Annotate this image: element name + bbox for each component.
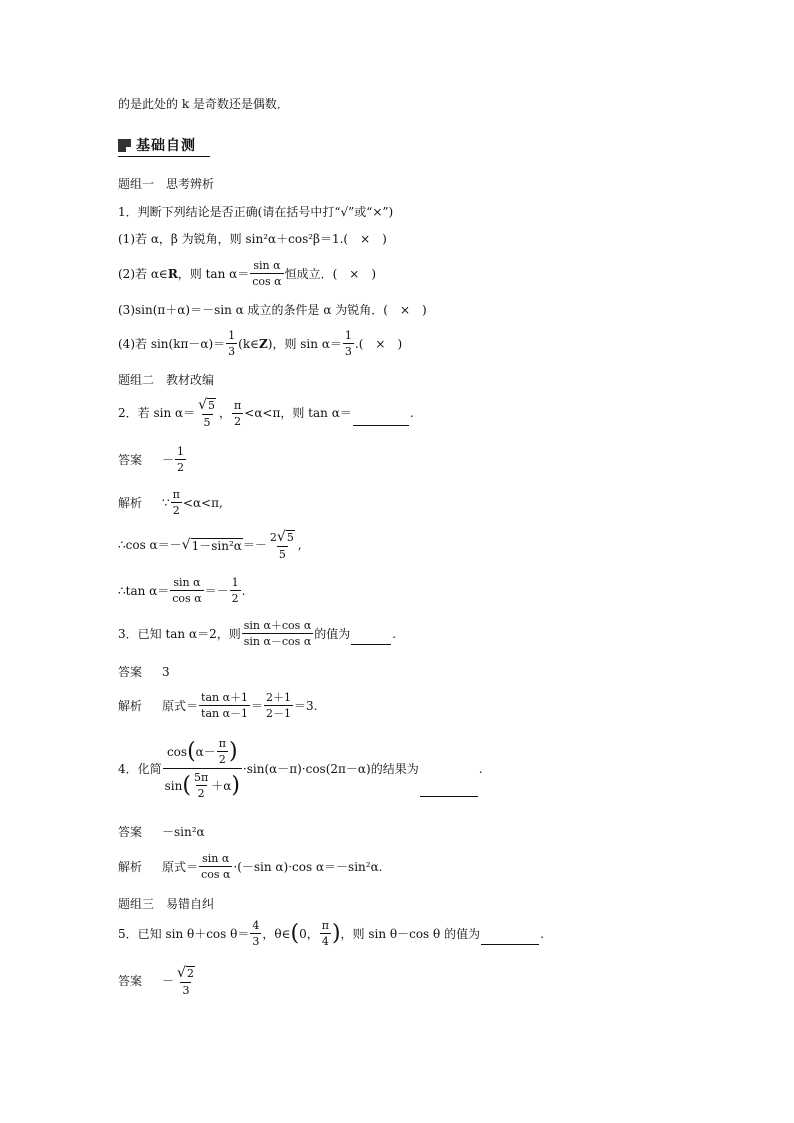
q2-solution-line-1: 解析 ∵ $\frac{\pi}{2}$ <α<π, xyxy=(118,488,223,517)
q1-statement-4: (4)若 sin(kπ－α)＝ $\frac{1}{3}$ (k∈ Z )，则 sin α＝ $\frac{1}{3}$ .( × ) xyxy=(118,329,403,358)
q4-stem: 4．化简 cos ( α－ $\frac{\pi}{2}$ ) sin ( $\frac{5\pi}{2}$ ＋α ) ·sin(α－π)·cos(2π－α)的结果为 . xyxy=(118,737,483,800)
q3-answer-blank[interactable] xyxy=(351,643,391,645)
q4-solution: 解析 原式＝ $\frac{\text{sin α}}{\text{cos α}}$ ·(－sin α)·cos α＝－sin²α. xyxy=(118,852,383,881)
q4-big-fraction: cos ( α－ $\frac{\pi}{2}$ ) sin ( $\frac{5\pi}{2}$ ＋α ) xyxy=(164,737,240,800)
section-square-icon xyxy=(118,139,131,152)
q2-answer: 答案 － $\frac{1}{2}$ xyxy=(118,445,185,474)
q4-answer-blank[interactable] xyxy=(420,795,478,797)
q3-solution: 解析 原式＝ $\frac{\text{tan α＋1}}{\text{tan α－1}}$ ＝ $\frac{2+1}{2-1}$ ＝3. xyxy=(118,691,318,720)
group-one-heading: 题组一 思考辨析 xyxy=(118,177,215,191)
q2-stem: 2．若 sin α＝ √ 5 5 ， $\frac{\pi}{2}$ <α<π，则 tan α＝ . xyxy=(118,397,414,429)
q2-solution-line-2: ∴cos α＝－ √ 1－sin²α ＝－ 2 √ 5 5 , xyxy=(118,529,302,561)
intro-line: 的是此处的 k 是奇数还是偶数． xyxy=(118,97,289,111)
q2-solution-line-3: ∴tan α＝ $\frac{\text{sin α}}{\text{cos α}}$ ＝－ $\frac{1}{2}$ . xyxy=(118,576,246,605)
section-heading xyxy=(118,134,210,157)
q1-stem: 1．判断下列结论是否正确(请在括号中打“√”或“×”) xyxy=(118,205,394,219)
q4-answer: 答案 －sin²α xyxy=(118,825,205,839)
q2-answer-blank[interactable] xyxy=(353,424,409,426)
q1-statement-3: (3)sin(π＋α)＝－sin α 成立的条件是 α 为锐角．( × ) xyxy=(118,303,427,317)
q5-stem: 5．已知 sin θ＋cos θ＝ $\frac{4}{3}$ ，θ∈ ( 0， $\frac{\pi}{4}$ ) ，则 sin θ－cos θ 的值为 . xyxy=(118,919,544,948)
q3-stem: 3．已知 tan α＝2，则 $\frac{\text{sin α＋cos α}}{\text{sin α－cos α}}$ 的值为 . xyxy=(118,619,397,648)
group-two-heading: 题组二 教材改编 xyxy=(118,373,215,387)
q3-answer: 答案 3 xyxy=(118,665,170,679)
q5-answer: 答案 － √ 2 3 xyxy=(118,965,194,997)
q1-statement-1: (1)若 α，β 为锐角，则 sin²α＋cos²β＝1.( × ) xyxy=(118,232,387,246)
q1-s2-fraction: $\frac{\text{sin α}}{\text{cos α}}$ xyxy=(252,259,282,288)
q1-statement-2: (2)若 α∈ R ，则 tan α＝ $\frac{\text{sin α}}{\text{cos α}}$ 恒成立．( × ) xyxy=(118,259,377,288)
q5-answer-blank[interactable] xyxy=(481,943,539,945)
group-three-heading: 题组三 易错自纠 xyxy=(118,897,215,911)
section-title: 基础自测 xyxy=(136,138,196,154)
